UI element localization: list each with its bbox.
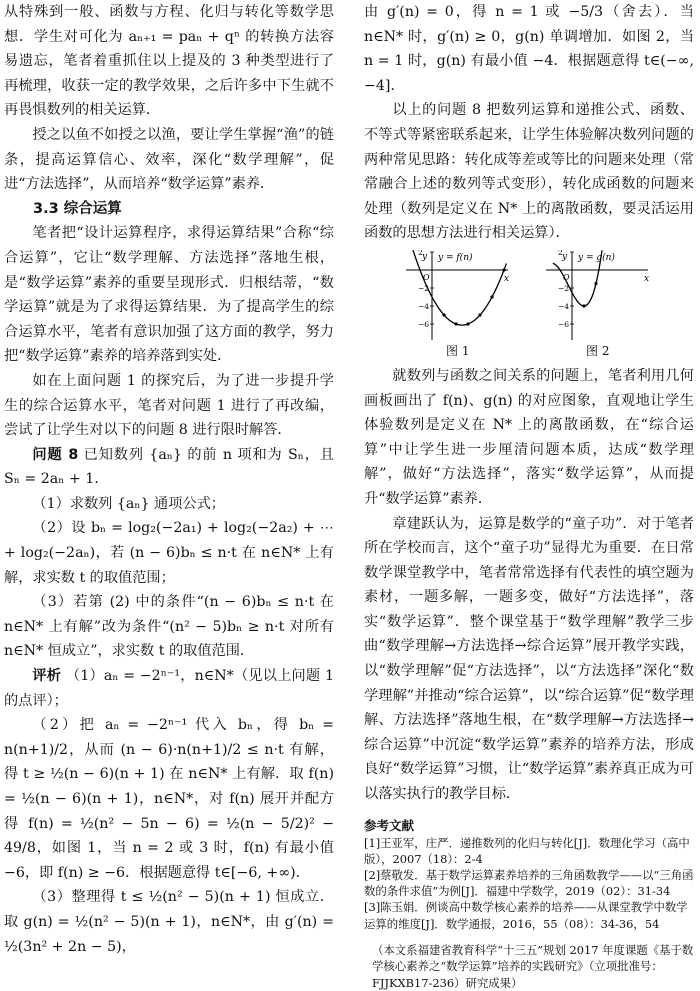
tick-label: −6	[558, 319, 570, 329]
data-point	[490, 295, 493, 298]
curve-label: y = g(n)	[578, 252, 615, 263]
reference-item: [3]陈玉娟．例谈高中数学核心素养的培养——从课堂教学中数学运算的维度[J]．数学通报，2016，55（08）：34-36，54	[364, 900, 688, 931]
curve-label: y = f(n)	[438, 252, 473, 263]
tick-label: −2	[558, 283, 570, 293]
paragraph: 如在上面问题 1 的探究后，为了进一步提升学生的综合运算水平，笔者对问题 1 进行了再改编，尝试了让学生对以下的问题 8 进行限时解答．	[4, 372, 334, 439]
x-axis-label: x	[504, 273, 510, 284]
paragraph: 由 g′(n) = 0，得 n = 1 或 −5/3（舍去）．当 n∈N* 时，g′(n) ≥ 0，g(n) 单调增加．如图 2，当 n = 1 时，g(n) 有最小值 −4．根据题意得 t∈(−∞, −4]．	[364, 4, 694, 94]
problem-8	[4, 443, 334, 492]
paragraph: 授之以鱼不如授之以渔，要让学生掌握“渔”的链条，提高运算信心、效率，深化“数学理解”，促进“方法选择”，从而培养“数学运算”素养．	[4, 126, 334, 193]
paragraph: 以上的问题 8 把数列运算和递推公式、函数、不等式等紧密联系起来，让学生体验解决数列问题的两种常见思路：转化成等差或等比的问题来处理（常常融合上述的数列等式变形），转化成函数的问题来处理（数列是定义在 N* 上的离散函数，要灵活运用函数的思想方法进行相关运算）．	[364, 102, 694, 242]
figure-1-plot	[404, 250, 514, 344]
paragraph: 章建跃认为，运算是数学的“童子功”．对于笔者所在学校而言，这个“童子功”显得尤为重要．在日常数学课堂教学中，笔者常常选择有代表性的填空题为素材，一题多解，一题多变，做好“方法选择”，落实“数学运算”．整个课堂基于“数学理解”教学三步曲“数学理解→方法选择→综合运算”展开教学实践，以“数学理解”促“方法选择”，以“方法选择”深化“数学理解”并推动“综合运算”，以“综合运算”促“数学理解、方法选择”落地生根，在“数学理解→方法选择→综合运算”中沉淀“数学运算”素养的培养方法，形成良好“数学运算”习惯，让“数学运算”素养真正成为可以落实执行的教学目标．	[364, 515, 694, 803]
data-point	[502, 268, 505, 271]
tick-label: −4	[418, 301, 430, 311]
paragraph: 就数列与函数之间关系的问题上，笔者利用几何画板画出了 f(n)、g(n) 的对应图象，直观地让学生体验数列是定义在 N* 上的离散函数，在“综合运算”中让学生进一步厘清问题本质，达成“数学理解”，做好“方法选择”，落实“数学运算”，从而提升“数学运算”素养．	[364, 367, 694, 507]
x-axis-label: x	[644, 273, 650, 284]
figure-row	[364, 250, 694, 362]
problem-part-1: （1）求数列 {aₙ} 通项公式；	[32, 495, 225, 512]
y-axis-label: y	[562, 251, 568, 262]
problem-text: 已知数列 {aₙ} 的前 n 项和为 Sₙ，且 Sₙ = 2aₙ + 1．	[4, 446, 335, 488]
analysis-text: （1）aₙ = −2ⁿ⁻¹，n∈N*（见以上问题 1 的点评）；	[4, 668, 334, 709]
left-column	[4, 0, 334, 959]
funding-note: （本文系福建省教育科学“十三五”规划 2017 年度课题《基于数学核心素养之“数学运算”培养的实践研究》（立项批准号：FJJKXB17-236）研究成果）	[372, 942, 694, 990]
data-point	[442, 313, 445, 316]
right-column	[364, 0, 694, 991]
problem-part-3: （3）若第 (2) 中的条件“(n − 6)bₙ ≤ n·t 在 n∈N* 上有解”改为条件“(n² − 5)bₙ ≥ n·t 对所有 n∈N* 恒成立”，求实数 t 的取值范围．	[4, 594, 334, 660]
tick-label: −6	[418, 319, 430, 329]
y-axis-label: y	[422, 251, 428, 262]
references-list	[364, 835, 694, 932]
figure-2-caption: 图 2	[586, 343, 610, 358]
reference-item: [2]蔡敬发．基于数学运算素养培养的三角函数教学——以“三角函数的条件求值”为例[J]．福建中学数学，2019（02）：31-34	[364, 868, 694, 899]
data-point	[582, 304, 585, 307]
reference-item: [1]王亚军，庄严．递推数列的化归与转化[J]．数理化学习（高中版），2007（18）：2-4	[364, 835, 690, 866]
problem-part-2: （2）设 bₙ = log₂(−2a₁) + log₂(−2a₂) + ⋯ + log₂(−2aₙ)，若 (n − 6)bₙ ≤ n·t 在 n∈N* 上有解，求实数 t 的取值范围；	[4, 520, 334, 586]
analysis-part-1	[4, 664, 334, 713]
analysis-part-3: （3）整理得 t ≤ ½(n² − 5)(n + 1) 恒成立．取 g(n) = ½(n² − 5)(n + 1)，n∈N*，由 g′(n) = ½(3n² + 2n − 5)，	[4, 889, 334, 955]
data-point	[594, 282, 597, 285]
data-point	[454, 322, 457, 325]
analysis-label: 评析	[32, 668, 62, 685]
tick-label: 2	[418, 249, 423, 257]
tick-label: −4	[558, 301, 570, 311]
tick-label: 2	[558, 249, 563, 257]
figure-1-caption: 图 1	[446, 343, 470, 358]
problem-label: 问题 8	[32, 446, 79, 463]
figure-2-plot	[544, 250, 654, 344]
references-title: 参考文献	[364, 817, 415, 833]
origin-label: O	[563, 272, 570, 282]
data-point	[466, 322, 469, 325]
analysis-part-2: （2）把 aₙ = −2ⁿ⁻¹ 代入 bₙ，得 bₙ = n(n+1)/2，从而 (n − 6)·n(n+1)/2 ≤ n·t 有解，得 t ≥ ½(n − 6)(n + 1) 在 n∈N* 上有解．取 f(n) = ½(n − 6)(n + 1)，n∈N*，对 f(n) 展开并配方得 f(n) = ½(n² − 5n − 6) = ½(n − 5/2)² − 49/8，如图 1，当 n = 2 或 3 时，f(n) 有最小值 −6，即 f(n) ≥ −6．根据题意得 t∈[−6, +∞)．	[4, 717, 334, 881]
section-heading: 3.3 综合运算	[33, 200, 122, 217]
origin-label: O	[423, 272, 430, 282]
data-point	[478, 313, 481, 316]
paragraph: 从特殊到一般、函数与方程、化归与转化等数学思想．学生对可化为 aₙ₊₁ = paₙ + qⁿ 的转换方法容易遗忘，笔者着重抓住以上提及的 3 种类型进行了再梳理，收获一定的教学效果，之后许多中下生就不再畏惧数列的相关运算．	[4, 4, 334, 119]
paragraph: 笔者把“设计运算程序，求得运算结果”合称“综合运算”，它让“数学理解、方法选择”落地生根，是“数学运算”素养的重要呈现形式．归根结蒂，“数学运算”就是为了求得运算结果．为了提高学生的综合运算水平，笔者有意识加强了这方面的教学，努力把“数学运算”素养的培养落到实处．	[4, 225, 334, 365]
tick-label: −2	[418, 283, 430, 293]
